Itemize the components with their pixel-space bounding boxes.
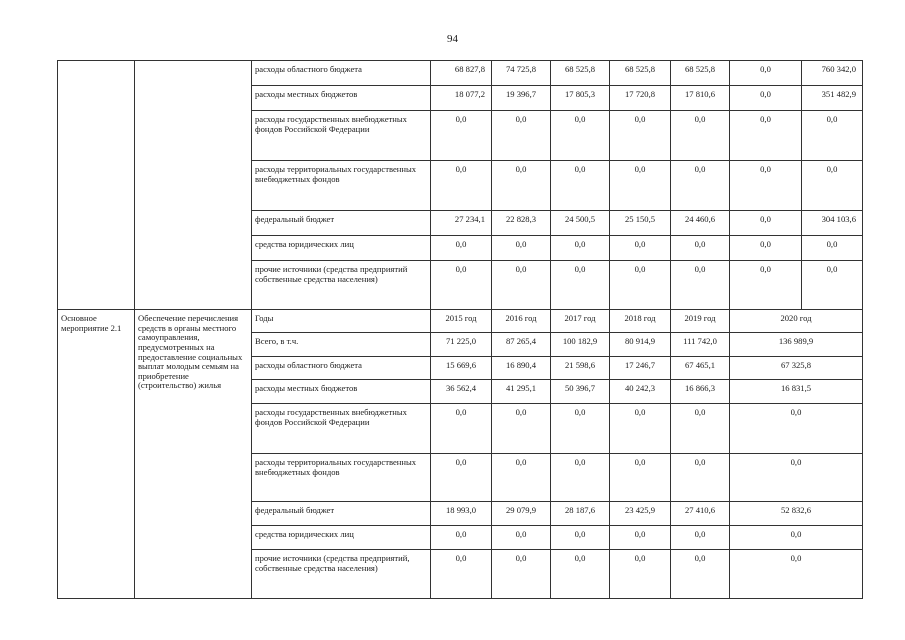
row-label: федеральный бюджет [252, 502, 431, 526]
value-cell: 0,0 [610, 161, 671, 211]
value-cell: 19 396,7 [492, 86, 551, 111]
value-cell: 0,0 [730, 404, 863, 454]
value-cell: 0,0 [492, 261, 551, 310]
value-cell: 41 295,1 [492, 380, 551, 404]
value-cell: 50 396,7 [551, 380, 610, 404]
value-cell: 0,0 [431, 111, 492, 161]
value-cell: 17 720,8 [610, 86, 671, 111]
budget-table [57, 60, 863, 599]
row-label: расходы территориальных государственных внебюджетных фондов [252, 161, 431, 211]
value-cell: 111 742,0 [671, 333, 730, 357]
row-label: Всего, в т.ч. [252, 333, 431, 357]
value-cell: 71 225,0 [431, 333, 492, 357]
value-cell: 0,0 [492, 236, 551, 261]
row-label: расходы областного бюджета [252, 61, 431, 86]
value-cell: 17 805,3 [551, 86, 610, 111]
value-cell: 68 525,8 [610, 61, 671, 86]
value-cell: 74 725,8 [492, 61, 551, 86]
total-cell: 0,0 [802, 236, 863, 261]
row-label: расходы местных бюджетов [252, 86, 431, 111]
value-cell: 0,0 [492, 404, 551, 454]
value-cell: 0,0 [431, 454, 492, 502]
value-cell: 52 832,6 [730, 502, 863, 526]
value-cell: 24 500,5 [551, 211, 610, 236]
value-cell: 0,0 [492, 111, 551, 161]
row-label: расходы областного бюджета [252, 357, 431, 380]
value-cell: 0,0 [492, 550, 551, 599]
value-cell: 0,0 [610, 111, 671, 161]
value-cell: 18 993,0 [431, 502, 492, 526]
table-row [58, 310, 863, 333]
value-cell: 17 810,6 [671, 86, 730, 111]
value-cell: 0,0 [610, 236, 671, 261]
value-cell: 0,0 [431, 161, 492, 211]
value-cell: 0,0 [610, 526, 671, 550]
value-cell: 22 828,3 [492, 211, 551, 236]
value-cell: 0,0 [671, 550, 730, 599]
value-cell: 28 187,6 [551, 502, 610, 526]
value-cell: 0,0 [671, 526, 730, 550]
value-cell: 68 525,8 [551, 61, 610, 86]
value-cell: 36 562,4 [431, 380, 492, 404]
value-cell: 0,0 [431, 550, 492, 599]
value-cell: 0,0 [431, 404, 492, 454]
value-cell: 0,0 [671, 236, 730, 261]
value-cell: 25 150,5 [610, 211, 671, 236]
value-cell: 27 234,1 [431, 211, 492, 236]
value-cell: 67 465,1 [671, 357, 730, 380]
table-row [58, 61, 863, 86]
empty-activity-cell [58, 61, 135, 310]
row-label: средства юридических лиц [252, 526, 431, 550]
year-header: 2015 год [431, 310, 492, 333]
value-cell: 0,0 [431, 236, 492, 261]
value-cell: 0,0 [492, 526, 551, 550]
value-cell: 0,0 [551, 526, 610, 550]
value-cell: 0,0 [610, 261, 671, 310]
value-cell: 67 325,8 [730, 357, 863, 380]
row-label: прочие источники (средства предприятий, собственные средства населения) [252, 550, 431, 599]
value-cell: 0,0 [492, 454, 551, 502]
value-cell: 0,0 [730, 211, 802, 236]
row-label: федеральный бюджет [252, 211, 431, 236]
activity-name: Основное мероприятие 2.1 [58, 310, 135, 599]
value-cell: 136 989,9 [730, 333, 863, 357]
value-cell: 0,0 [730, 550, 863, 599]
value-cell: 27 410,6 [671, 502, 730, 526]
activity-description: Обеспечение перечисления средств в органы местного самоуправления, предусмотренных на предоставление социальных выплат молодым семьям на приобретение (строительство) жилья [135, 310, 252, 599]
value-cell: 23 425,9 [610, 502, 671, 526]
value-cell: 0,0 [610, 404, 671, 454]
value-cell: 18 077,2 [431, 86, 492, 111]
year-header: 2016 год [492, 310, 551, 333]
years-label: Годы [252, 310, 431, 333]
value-cell: 0,0 [551, 161, 610, 211]
value-cell: 17 246,7 [610, 357, 671, 380]
row-label: расходы государственных внебюджетных фондов Российской Федерации [252, 111, 431, 161]
row-label: прочие источники (средства предприятий собственные средства населения) [252, 261, 431, 310]
empty-description-cell [135, 61, 252, 310]
value-cell: 0,0 [671, 111, 730, 161]
value-cell: 68 525,8 [671, 61, 730, 86]
value-cell: 16 866,3 [671, 380, 730, 404]
total-cell: 304 103,6 [802, 211, 863, 236]
value-cell: 68 827,8 [431, 61, 492, 86]
value-cell: 80 914,9 [610, 333, 671, 357]
value-cell: 0,0 [730, 86, 802, 111]
value-cell: 0,0 [671, 454, 730, 502]
value-cell: 0,0 [551, 454, 610, 502]
value-cell: 0,0 [551, 236, 610, 261]
value-cell: 0,0 [551, 111, 610, 161]
value-cell: 87 265,4 [492, 333, 551, 357]
total-cell: 0,0 [802, 261, 863, 310]
total-cell: 0,0 [802, 161, 863, 211]
value-cell: 0,0 [730, 261, 802, 310]
value-cell: 0,0 [431, 526, 492, 550]
value-cell: 40 242,3 [610, 380, 671, 404]
value-cell: 29 079,9 [492, 502, 551, 526]
year-header: 2017 год [551, 310, 610, 333]
page-number: 94 [447, 33, 458, 45]
value-cell: 21 598,6 [551, 357, 610, 380]
value-cell: 24 460,6 [671, 211, 730, 236]
value-cell: 0,0 [551, 261, 610, 310]
row-label: расходы государственных внебюджетных фондов Российской Федерации [252, 404, 431, 454]
row-label: средства юридических лиц [252, 236, 431, 261]
total-cell: 760 342,0 [802, 61, 863, 86]
value-cell: 0,0 [671, 161, 730, 211]
value-cell: 0,0 [610, 454, 671, 502]
row-label: расходы местных бюджетов [252, 380, 431, 404]
value-cell: 16 831,5 [730, 380, 863, 404]
value-cell: 100 182,9 [551, 333, 610, 357]
value-cell: 15 669,6 [431, 357, 492, 380]
value-cell: 0,0 [730, 454, 863, 502]
value-cell: 0,0 [730, 526, 863, 550]
year-header: 2019 год [671, 310, 730, 333]
value-cell: 0,0 [730, 111, 802, 161]
total-cell: 351 482,9 [802, 86, 863, 111]
value-cell: 0,0 [431, 261, 492, 310]
total-cell: 0,0 [802, 111, 863, 161]
value-cell: 0,0 [730, 236, 802, 261]
value-cell: 0,0 [671, 261, 730, 310]
value-cell: 0,0 [730, 161, 802, 211]
value-cell: 0,0 [671, 404, 730, 454]
value-cell: 0,0 [730, 61, 802, 86]
row-label: расходы территориальных государственных внебюджетных фондов [252, 454, 431, 502]
value-cell: 0,0 [551, 550, 610, 599]
value-cell: 0,0 [492, 161, 551, 211]
year-header: 2018 год [610, 310, 671, 333]
value-cell: 16 890,4 [492, 357, 551, 380]
year-header: 2020 год [730, 310, 863, 333]
value-cell: 0,0 [610, 550, 671, 599]
value-cell: 0,0 [551, 404, 610, 454]
